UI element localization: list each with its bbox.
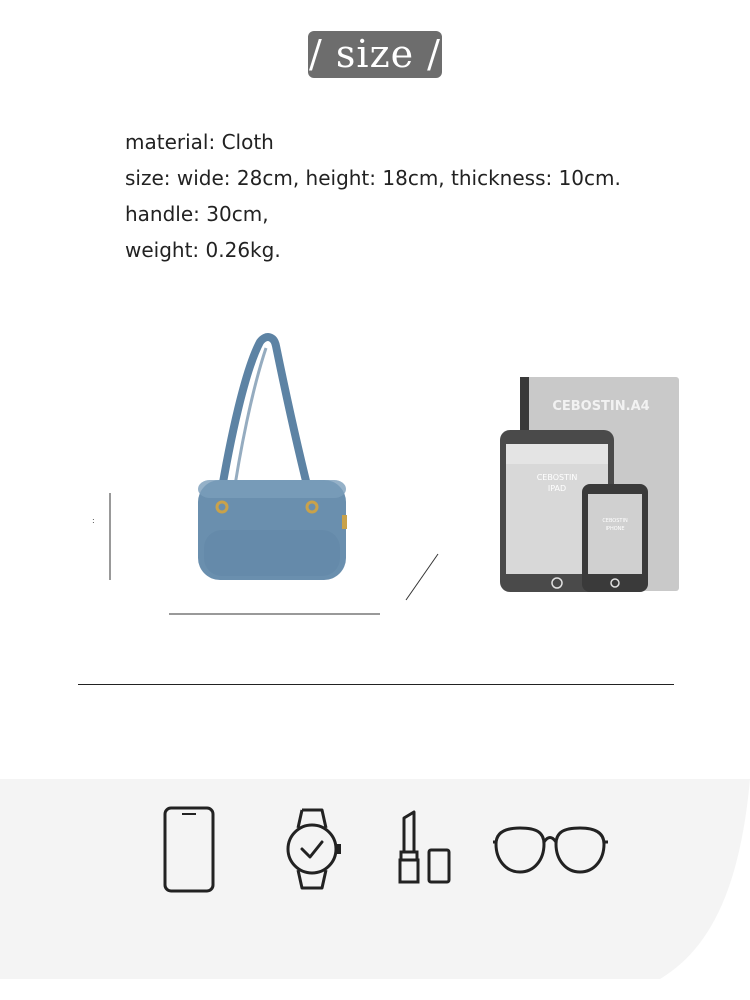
spec-material: material: Cloth: [125, 130, 274, 154]
zipper-pull: [342, 515, 347, 529]
size-comparison-illustration: [495, 372, 685, 597]
section-title: / size /: [309, 32, 441, 76]
phone-label-1: CEBOSTIN: [602, 518, 628, 524]
tablet-label-2: IPAD: [547, 484, 567, 493]
spec-weight: weight: 0.26kg.: [125, 238, 281, 262]
bag-strap-front: [220, 337, 312, 505]
band-corner-curve: [640, 779, 750, 979]
svg-text::: :: [92, 516, 95, 525]
phone-icon: [160, 800, 220, 896]
bag-illustration: [80, 330, 460, 630]
watch-icon: [282, 800, 346, 896]
tablet-label-1: CEBOSTIN: [536, 473, 578, 482]
spec-handle: handle: 30cm,: [125, 202, 269, 226]
spec-size: size: wide: 28cm, height: 18cm, thickness: 10cm.: [125, 166, 621, 190]
notebook-label: CEBOSTIN.A4: [552, 399, 650, 414]
phone-label-2: IPHONE: [605, 526, 625, 532]
section-divider: [78, 684, 674, 685]
thickness-dimension-line: [406, 554, 438, 600]
capacity-band: [0, 779, 750, 979]
lipstick-icon: [396, 800, 456, 896]
glasses-icon: [492, 800, 610, 896]
spec-list: [125, 124, 621, 268]
